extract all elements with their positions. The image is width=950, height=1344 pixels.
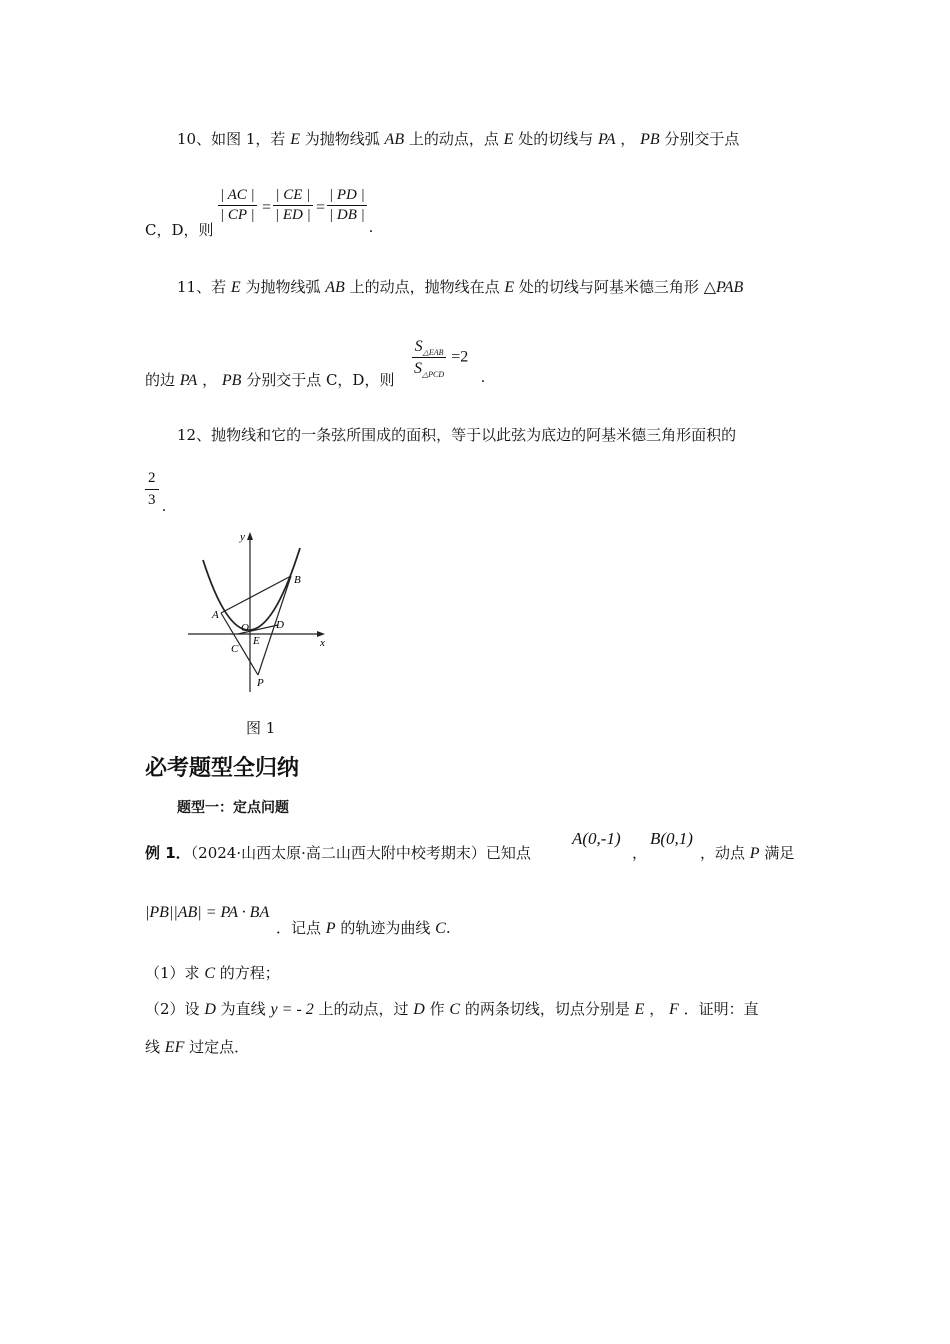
S: S: [414, 360, 422, 378]
math-triangle-PAB: △PAB: [703, 279, 744, 296]
text: 线: [145, 1038, 161, 1056]
math-PB: PB: [221, 372, 242, 389]
text: 上的动点，过: [318, 1000, 409, 1018]
label-P: P: [257, 677, 264, 689]
text: ，: [202, 371, 218, 389]
fraction-ce-ed: [273, 187, 313, 224]
period: .: [445, 919, 451, 937]
text: 上的动点，点: [408, 130, 499, 148]
text: 处的切线与阿基米德三角形: [518, 278, 699, 296]
denominator: | CP |: [220, 207, 255, 223]
question-1: [145, 962, 280, 983]
text: 10、如图 1，若: [177, 130, 286, 148]
denominator: [412, 358, 446, 379]
fraction-2-3: [145, 470, 159, 509]
period: .: [481, 369, 485, 386]
math-EF: EF: [164, 1039, 185, 1056]
text: 分别交于点: [664, 130, 740, 148]
point-B: B(0,1): [650, 829, 693, 848]
text: 为抛物线弧: [245, 278, 321, 296]
text: 的两条切线，切点分别是: [464, 1000, 630, 1018]
example-label: 例 1．: [145, 844, 191, 862]
label-O: O: [241, 622, 249, 634]
fraction-pd-db: [327, 187, 367, 224]
numerator: | AC |: [218, 187, 257, 206]
label-B: B: [294, 574, 301, 586]
text: 过定点．: [189, 1038, 250, 1056]
item10-line2: [145, 219, 214, 240]
condition-equation: |PB||AB| = PA · BA: [145, 904, 270, 921]
subscript: △EAB: [422, 348, 444, 358]
comma: ，: [632, 844, 648, 862]
text: ．证明：直: [683, 1000, 759, 1018]
math-C: C: [449, 1001, 461, 1018]
equals-sign: =: [316, 199, 326, 216]
equals-sign: =: [262, 199, 272, 216]
period: .: [162, 498, 166, 515]
example1-line1: [145, 842, 531, 863]
item11-line1: [177, 276, 743, 297]
example-source: （2024·山西太原·高二山西大附中校考期末）已知点: [190, 844, 531, 862]
text: （1）求: [145, 964, 200, 982]
math-AB: AB: [384, 131, 405, 148]
y-axis-arrow: [247, 532, 253, 540]
label-x: x: [320, 637, 325, 649]
text: 为抛物线弧: [304, 130, 380, 148]
text: ．记点: [276, 919, 322, 937]
denominator: | DB |: [329, 207, 365, 223]
denominator: | ED |: [275, 207, 311, 223]
section-title: 必考题型全归纳: [145, 756, 300, 781]
ratio-rhs: =2: [451, 348, 469, 366]
ratio-fraction: [412, 336, 446, 379]
label-y: y: [240, 531, 245, 543]
math-P: P: [325, 920, 336, 937]
math-PB: PB: [640, 131, 660, 148]
question-2-line1: [145, 998, 759, 1019]
point-A: A(0,-1): [572, 829, 621, 848]
numerator: 2: [145, 470, 159, 490]
text: 11、若: [177, 278, 227, 296]
math-PA: PA: [598, 131, 616, 148]
period: .: [369, 219, 373, 236]
label-D: D: [276, 619, 284, 631]
text: C，D，则: [145, 221, 214, 239]
section-subtitle: 题型一：定点问题: [177, 800, 289, 816]
text: 的方程；: [219, 964, 280, 982]
text: 处的切线与: [518, 130, 594, 148]
example1-line1-end: [700, 842, 794, 863]
text: （2）设: [145, 1000, 200, 1018]
math-PA: PA: [179, 372, 198, 389]
subscript: △PCD: [422, 370, 445, 380]
text: 作: [429, 1000, 445, 1018]
numerator: | CE |: [273, 187, 313, 206]
text: ，动点: [700, 844, 746, 862]
item12-line1: 12、抛物线和它的一条弦所围成的面积，等于以此弦为底边的阿基米德三角形面积的: [177, 426, 737, 444]
math-P: P: [749, 845, 760, 862]
text: 的轨迹为曲线: [340, 919, 431, 937]
math-E: E: [290, 131, 300, 148]
text: 满足: [764, 844, 795, 862]
math-AB: AB: [325, 279, 345, 296]
numerator: [412, 336, 446, 358]
example1-line2-rest: [276, 917, 451, 938]
math-F: F: [669, 1001, 679, 1018]
question-2-line2: [145, 1036, 249, 1057]
math-E: E: [230, 279, 241, 296]
math-D: D: [204, 1001, 216, 1018]
math-E: E: [634, 1001, 645, 1018]
math-E: E: [503, 131, 514, 148]
fraction-ac-cp: [218, 187, 257, 224]
S: S: [414, 338, 423, 355]
text: 的边: [145, 371, 176, 389]
area-ratio: [412, 336, 468, 379]
math-line-equation: y = - 2: [270, 1001, 314, 1018]
denominator: 3: [148, 492, 156, 508]
item10-line1: [177, 128, 739, 149]
label-E: E: [253, 635, 260, 647]
math-C: C: [204, 965, 215, 982]
text: 分别交于点 C，D，则: [246, 371, 395, 389]
label-A: A: [212, 609, 219, 621]
text: ，: [649, 1000, 665, 1018]
text: 为直线: [220, 1000, 266, 1018]
numerator: | PD |: [327, 187, 367, 206]
parabola-figure: [180, 530, 340, 700]
text: 上的动点，抛物线在点: [349, 278, 500, 296]
math-D: D: [413, 1001, 425, 1018]
label-C: C: [231, 643, 239, 655]
math-C: C: [435, 920, 446, 937]
text: ，: [620, 130, 636, 148]
math-E: E: [504, 279, 515, 296]
figure-caption: 图 1: [246, 719, 276, 737]
item11-line2: [145, 369, 394, 390]
